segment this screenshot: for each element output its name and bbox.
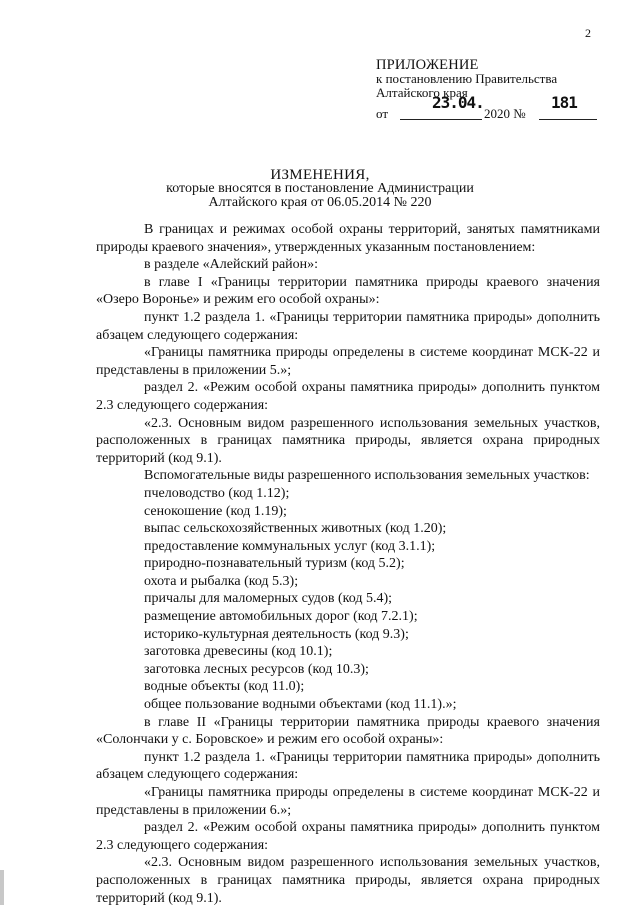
paragraph: «2.3. Основным видом разрешенного использования земельных участков, расположенных в границах памятника природы, является охрана природных территорий (код 9.1). — [96, 415, 600, 466]
appendix-title: ПРИЛОЖЕНИЕ — [376, 57, 479, 73]
list-item: размещение автомобильных дорог (код 7.2.1); — [144, 609, 418, 625]
handwritten-number: 181 — [551, 93, 577, 112]
paragraph: «Границы памятника природы определены в системе координат МСК-22 и представлены в приложении 5.»; — [96, 345, 600, 378]
handwritten-date: 23.04. — [432, 93, 484, 112]
scan-edge-artifact — [0, 870, 4, 905]
paragraph: пункт 1.2 раздела 1. «Границы территории памятника природы» дополнить абзацем следующего содержания: — [96, 749, 600, 783]
document-body — [96, 221, 600, 907]
list-item: причалы для маломерных судов (код 5.4); — [144, 591, 393, 607]
paragraph: «2.3. Основным видом разрешенного использования земельных участков, расположенных в границах памятника природы, является охрана природных территорий (код 9.1). — [96, 855, 600, 906]
appendix-block — [376, 58, 616, 122]
list-item: природно-познавательный туризм (код 5.2); — [144, 556, 405, 572]
heading-line-2: Алтайского края от 06.05.2014 № 220 — [208, 195, 432, 210]
paragraph: «Границы памятника природы определены в системе координат МСК-22 и представлены в приложении 6.»; — [96, 785, 600, 818]
paragraph: в разделе «Алейский район»: — [144, 257, 319, 273]
paragraph: раздел 2. «Режим особой охраны памятника природы» дополнить пунктом 2.3 следующего содержания: — [96, 380, 600, 413]
paragraph: В границах и режимах особой охраны территорий, занятых памятниками природы краевого значения», утвержденных указанным постановлением: — [96, 222, 600, 255]
list-item: выпас сельскохозяйственных животных (код 1.20); — [144, 521, 447, 537]
year-label: 2020 № — [484, 106, 526, 121]
list-item: историко-культурная деятельность (код 9.3); — [144, 626, 409, 642]
paragraph: раздел 2. «Режим особой охраны памятника природы» дополнить пунктом 2.3 следующего содержания: — [96, 820, 600, 853]
page-number: 2 — [585, 26, 591, 40]
heading-title: ИЗМЕНЕНИЯ, — [270, 167, 370, 183]
list-item: пчеловодство (код 1.12); — [144, 485, 290, 501]
paragraph: пункт 1.2 раздела 1. «Границы территории памятника природы» дополнить абзацем следующего содержания: — [96, 309, 600, 343]
number-blank — [539, 119, 597, 120]
list-item: охота и рыбалка (код 5.3); — [144, 573, 299, 589]
list-item: сенокошение (код 1.19); — [144, 503, 287, 519]
list-item: общее пользование водными объектами (код 11.1).»; — [144, 697, 457, 713]
heading-line-1: которые вносятся в постановление Администрации — [166, 181, 474, 196]
from-label: от — [376, 106, 389, 121]
appendix-line-1: к постановлению Правительства — [376, 71, 558, 86]
paragraph: Вспомогательные виды разрешенного использования земельных участков: — [144, 468, 590, 484]
list-item: заготовка лесных ресурсов (код 10.3); — [144, 661, 369, 677]
appendix-line-2: Алтайского края — [376, 85, 468, 100]
list-item: водные объекты (код 11.0); — [144, 679, 305, 695]
appendix-date-line — [376, 93, 616, 122]
paragraph: в главе I «Границы территории памятника природы краевого значения «Озеро Воронье» и режим его особой охраны»: — [96, 274, 600, 308]
list-item: заготовка древесины (код 10.1); — [144, 644, 333, 660]
document-heading — [100, 168, 540, 210]
paragraph: в главе II «Границы территории памятника природы краевого значения «Солончаки у с. Боровское» и режим его особой охраны»: — [96, 714, 600, 748]
list-item: предоставление коммунальных услуг (код 3.1.1); — [144, 538, 436, 554]
date-blank — [400, 119, 482, 120]
